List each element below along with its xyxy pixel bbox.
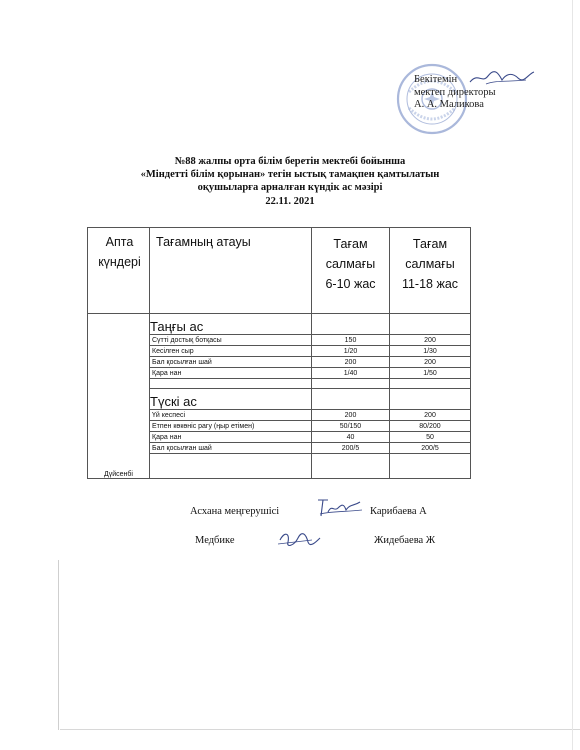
weight-11-18: 50 — [390, 432, 471, 443]
approval-block — [414, 74, 574, 112]
title-line-3: оқушыларға арналған күндік ас мәзірі — [197, 182, 383, 194]
title-line-2: «Міндетті білім қорынан» тегін ыстық тамақпен қамтылатын — [140, 169, 440, 181]
dish-name: Кесілген сыр — [150, 346, 312, 357]
menu-table — [87, 227, 471, 479]
scan-edge-bottom — [60, 729, 580, 730]
scan-edge-right — [572, 0, 573, 750]
weight-6-10: 200 — [312, 410, 390, 421]
header-a-line-1: Тағам — [333, 237, 368, 251]
weight-11-18: 1/30 — [390, 346, 471, 357]
title-line-1: №88 жалпы орта білім беретін мектебі бойынша — [174, 156, 406, 167]
cook-signature — [314, 494, 364, 520]
weight-6-10: 1/40 — [312, 368, 390, 379]
approval-line-3: А. А. Маликова — [414, 99, 484, 110]
header-weight-11-18 — [390, 228, 471, 314]
weight-6-10: 50/150 — [312, 421, 390, 432]
header-b-line-1: Тағам — [412, 237, 448, 251]
weight-11-18: 1/50 — [390, 368, 471, 379]
header-b-line-3: 11-18 жас — [401, 277, 459, 291]
table-header-row — [88, 228, 471, 314]
header-day-line-1: Апта — [105, 235, 134, 249]
weight-11-18: 200 — [390, 357, 471, 368]
nurse-name: Жидебаева Ж — [374, 535, 436, 546]
document-title — [120, 155, 460, 208]
weight-6-10: 200 — [312, 357, 390, 368]
weight-11-18: 80/200 — [390, 421, 471, 432]
approval-line-2: мектеп директоры — [414, 86, 496, 98]
header-a-line-3: 6-10 жас — [325, 277, 376, 291]
weight-6-10: 150 — [312, 335, 390, 346]
header-a-line-2: салмағы — [325, 257, 376, 271]
dish-name: Үй кеспесі — [150, 410, 312, 421]
weight-11-18: 200 — [390, 335, 471, 346]
header-dish-name: Тағамның атауы — [150, 228, 312, 314]
title-date: 22.11. 2021 — [265, 195, 315, 207]
weight-6-10: 40 — [312, 432, 390, 443]
weight-11-18: 200 — [390, 410, 471, 421]
weight-6-10: 200/5 — [312, 443, 390, 454]
header-day-line-2: күндері — [98, 255, 141, 269]
dish-name: Бал қосылған шай — [150, 443, 312, 454]
scan-edge-left — [58, 560, 59, 730]
nurse-signature — [276, 528, 324, 552]
dish-name: Қара нан — [150, 432, 312, 443]
lunch-title: Түскі ас — [150, 389, 312, 410]
dish-name: Бал қосылған шай — [150, 357, 312, 368]
weight-6-10: 1/20 — [312, 346, 390, 357]
header-weight-6-10 — [312, 228, 390, 314]
cook-name: Карибаева А — [370, 506, 427, 517]
dish-name: Етпен көкөніс рагу (ңыр етімен) — [150, 421, 312, 432]
dish-name: Сүтті достық ботқасы — [150, 335, 312, 346]
breakfast-title: Таңғы ас — [150, 314, 312, 335]
weight-11-18: 200/5 — [390, 443, 471, 454]
header-day — [88, 228, 150, 314]
cook-role: Асхана меңгерушісі — [190, 506, 280, 517]
breakfast-title-row — [88, 314, 471, 335]
approval-line-1: Бекітемін — [414, 74, 458, 85]
dish-name: Қара нан — [150, 368, 312, 379]
day-cell: Дүйсенбі — [88, 314, 150, 479]
header-b-line-2: салмағы — [405, 257, 455, 271]
nurse-role: Медбике — [195, 535, 235, 546]
